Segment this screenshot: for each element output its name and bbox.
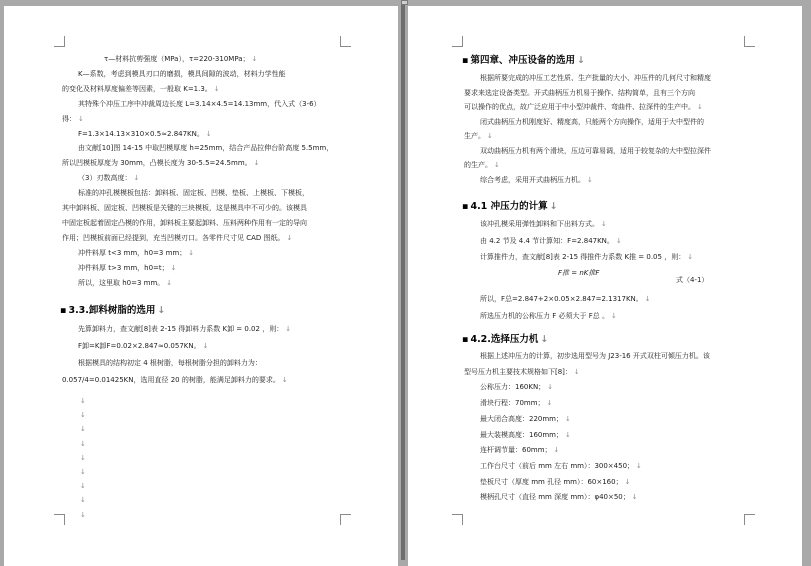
paragraph-mark-icon: ↓ xyxy=(565,430,571,439)
paragraph-line xyxy=(78,99,321,109)
heading-bullet-icon: ▪ xyxy=(462,201,469,212)
paragraph-line xyxy=(480,252,693,262)
page-divider xyxy=(401,0,405,560)
text-run: 0.057/4=0.01425KN，选用直径 20 的树脂，能满足卸料力的要求。 xyxy=(62,376,280,384)
paragraph-line xyxy=(78,341,208,351)
text-run: 中固定板起着固定凸模的作用，卸料板主要起卸料、压料两种作用有一定的导向 xyxy=(62,218,307,227)
paragraph-line xyxy=(78,143,333,153)
paragraph-line xyxy=(480,382,553,392)
paragraph-line xyxy=(480,477,630,487)
paragraph-line xyxy=(480,219,607,229)
text-run: 计算推件力，查文献[8]表 2-15 得推件力系数 K推 = 0.05 ，则： xyxy=(480,253,686,261)
paragraph-line xyxy=(480,414,571,424)
paragraph-mark-icon: ↓ xyxy=(687,253,694,261)
text-run: 根据所要完成的冲压工艺性质、生产批量的大小、冲压件的几何尺寸和精度 xyxy=(480,74,711,82)
text-run: 由 4.2 节及 4.4 节计算知：F=2.847KN。 xyxy=(480,236,614,245)
paragraph-mark-icon: ↓ xyxy=(697,103,703,111)
paragraph-line xyxy=(62,218,307,228)
text-run: 综合考虑，采用开式曲柄压力机。 xyxy=(480,175,585,184)
heading-bullet-icon: ▪ xyxy=(462,55,469,66)
paragraph-line xyxy=(480,398,552,408)
text-run: 根据上述冲压力的计算，初步选用型号为 J23-16 开式双柱可倾压力机。该 xyxy=(480,352,710,360)
crop-mark-bottom-right xyxy=(340,514,351,525)
formula: F推 = nK推F xyxy=(558,269,600,277)
section-heading-3-3 xyxy=(60,302,165,316)
paragraph-line xyxy=(78,248,194,258)
text-run: 连杆调节量：60mm； xyxy=(480,446,552,455)
text-run: τ—材料抗剪强度（MPa），τ=220-310MPa； xyxy=(104,55,250,63)
paragraph-line xyxy=(78,278,172,288)
text-run: 其中卸料板、固定板、凹模板是关键的三块模板，这是模具中不可少的。该模具 xyxy=(62,204,307,212)
paragraph-line xyxy=(78,69,286,79)
paragraph-mark-icon: ↓ xyxy=(549,201,558,212)
text-run: 要求来选定设备类型。开式曲柄压力机易于操作、结构简单，且有三个方向 xyxy=(464,88,695,97)
paragraph-line xyxy=(480,236,622,246)
paragraph-line xyxy=(78,358,262,368)
paragraph-mark-icon: ↓ xyxy=(487,132,493,140)
empty-paragraph-mark: ↓ xyxy=(80,510,86,519)
paragraph-line xyxy=(480,146,711,156)
paragraph-mark-icon: ↓ xyxy=(587,175,593,184)
paragraph-mark-icon: ↓ xyxy=(631,493,638,502)
text-run: 最大装模高度：160mm； xyxy=(480,430,563,439)
text-run: 可以操作的优点，故广泛应用于中小型冲裁件、弯曲件、拉深件的生产中。 xyxy=(464,103,695,111)
text-run: 所以，F总=2.847+2×0.05×2.847=2.1317KN。 xyxy=(480,295,643,303)
paragraph-mark-icon: ↓ xyxy=(636,461,642,470)
crop-mark-bottom-left xyxy=(54,514,65,525)
paragraph-mark-icon: ↓ xyxy=(573,367,580,376)
empty-paragraph-mark: ↓ xyxy=(80,453,86,462)
paragraph-line xyxy=(78,324,291,334)
paragraph-line xyxy=(480,311,617,321)
paragraph-mark-icon: ↓ xyxy=(202,342,209,350)
paragraph-line xyxy=(62,84,220,94)
empty-paragraph-mark: ↓ xyxy=(80,468,86,476)
paragraph-line xyxy=(480,351,710,361)
text-run: 闭式曲柄压力机刚度好、精度高，只能两个方向操作，适用于大中型件的 xyxy=(480,117,704,126)
empty-paragraph-mark: ↓ xyxy=(80,482,86,491)
text-run: K—系数，考虑到模具刃口的磨损，模具间隙的波动，材料力学性能 xyxy=(78,69,286,78)
paragraph-mark-icon: ↓ xyxy=(553,446,560,455)
text-run: 模柄孔尺寸（直径 mm 深度 mm）：φ40×50； xyxy=(480,493,630,502)
text-run: 根据模具的结构初定 4 根树脂，每根树脂分担的卸料力为： xyxy=(78,359,262,367)
paragraph-line xyxy=(464,367,580,377)
paragraph-line xyxy=(480,445,559,455)
paragraph-line xyxy=(480,461,642,471)
paragraph-line xyxy=(78,263,177,273)
splitter-handle[interactable] xyxy=(401,0,408,5)
crop-mark-bottom-right xyxy=(744,514,755,525)
paragraph-mark-icon: ↓ xyxy=(188,248,195,257)
crop-mark-top-left xyxy=(54,36,65,47)
paragraph-mark-icon: ↓ xyxy=(251,55,258,63)
paragraph-line xyxy=(480,73,711,83)
paragraph-mark-icon: ↓ xyxy=(286,233,293,242)
paragraph-line xyxy=(104,54,257,64)
paragraph-mark-icon: ↓ xyxy=(644,295,651,303)
document-page-right xyxy=(408,6,802,566)
paragraph-mark-icon: ↓ xyxy=(576,55,585,66)
text-run: 所选压力机的公称压力 F 必须大于 F总 。 xyxy=(480,311,609,320)
paragraph-line xyxy=(62,233,292,243)
empty-paragraph-mark: ↓ xyxy=(80,411,86,420)
text-run: （3）刃数高度： xyxy=(78,174,132,183)
paragraph-line xyxy=(480,175,593,185)
paragraph-line xyxy=(464,131,493,141)
text-run: F卸=K卸F=0.02×2.847≈0.057KN。 xyxy=(78,342,201,350)
paragraph-mark-icon: ↓ xyxy=(133,174,140,183)
text-run: 的生产。 xyxy=(464,161,492,169)
paragraph-mark-icon: ↓ xyxy=(285,325,292,333)
text-run: 滑块行程：70mm； xyxy=(480,399,545,408)
text-run: 生产。 xyxy=(464,132,485,140)
heading-bullet-icon: ▪ xyxy=(462,334,469,345)
text-run: 型号压力机主要技术规格如下[8]： xyxy=(464,367,572,376)
document-page-left xyxy=(4,6,398,566)
paragraph-mark-icon: ↓ xyxy=(205,129,212,138)
section-heading-text: 4.1 冲压力的计算 xyxy=(470,201,548,212)
empty-paragraph-mark: ↓ xyxy=(80,425,86,434)
text-run: 垫板尺寸（厚度 mm 孔径 mm）：60×160； xyxy=(480,477,623,486)
section-heading-text: 4.2.选择压力机 xyxy=(470,334,539,345)
text-run: 的变化及材料厚度偏差等因素，一般取 K=1.3。 xyxy=(62,84,212,93)
heading-bullet-icon: ▪ xyxy=(60,305,67,316)
paragraph-line xyxy=(480,117,704,127)
paragraph-line xyxy=(480,492,638,502)
chapter-heading xyxy=(462,52,585,66)
empty-paragraph-mark: ↓ xyxy=(80,397,86,405)
paragraph-line xyxy=(464,160,500,170)
text-run: 得： xyxy=(62,114,76,123)
paragraph-line xyxy=(78,129,212,139)
paragraph-mark-icon: ↓ xyxy=(615,236,622,245)
paragraph-line xyxy=(78,188,309,198)
text-run: 其特殊个冲压工序中冲裁周边长度 L=3.14×4.5=14.13mm，代入式（3-6） xyxy=(78,99,321,108)
paragraph-mark-icon: ↓ xyxy=(166,278,173,287)
paragraph-mark-icon: ↓ xyxy=(494,161,500,169)
text-run: 冲件料厚 t<3 mm，h0=3 mm； xyxy=(78,248,187,257)
crop-mark-bottom-left xyxy=(452,514,463,525)
crop-mark-top-left xyxy=(452,36,463,47)
text-run: 作用；凹模板前面已经提到，充当凹模刃口。各零件尺寸见 CAD 图纸。 xyxy=(62,233,285,242)
text-run: 双动曲柄压力机有两个滑块，压边可靠易调，适用于较复杂的大中型拉深件 xyxy=(480,146,711,155)
text-run: 冲件料厚 t>3 mm，h0=t； xyxy=(78,263,169,272)
paragraph-mark-icon: ↓ xyxy=(547,383,554,392)
paragraph-line xyxy=(480,294,651,304)
paragraph-mark-icon: ↓ xyxy=(540,334,549,345)
text-run: 由文献[10]图 14-15 中取凹模厚度 h=25mm，结合产品拉伸台阶高度 5.5mm， xyxy=(78,144,334,153)
paragraph-mark-icon: ↓ xyxy=(601,220,607,228)
paragraph-line xyxy=(62,375,288,385)
paragraph-mark-icon: ↓ xyxy=(170,263,177,272)
text-run: 该冲孔模采用弹性卸料和下出料方式。 xyxy=(480,220,599,228)
crop-mark-top-right xyxy=(744,36,755,47)
section-heading-4-1 xyxy=(462,198,558,212)
empty-paragraph-mark: ↓ xyxy=(80,439,86,448)
paragraph-line xyxy=(62,158,260,168)
paragraph-mark-icon: ↓ xyxy=(78,114,84,123)
paragraph-mark-icon: ↓ xyxy=(253,159,260,168)
text-run: 工作台尺寸（前后 mm 左右 mm）：300×450； xyxy=(480,461,635,470)
paragraph-line xyxy=(464,88,695,98)
paragraph-mark-icon: ↓ xyxy=(610,311,617,320)
paragraph-line xyxy=(62,114,84,124)
text-run: 所以凹模板厚度为 30mm，凸模长度为 30-5.5=24.5mm。 xyxy=(62,159,252,168)
section-heading-text: 3.3.卸料树脂的选用 xyxy=(68,305,156,316)
paragraph-line xyxy=(480,430,571,440)
chapter-heading-text: 第四章、冲压设备的选用 xyxy=(470,55,575,66)
paragraph-mark-icon: ↓ xyxy=(157,305,166,316)
paragraph-mark-icon: ↓ xyxy=(565,414,571,423)
formula-number: 式（4-1） xyxy=(676,276,709,284)
section-heading-4-2 xyxy=(462,331,548,345)
text-run: 公称压力：160KN； xyxy=(480,383,546,392)
paragraph-line xyxy=(464,102,703,112)
crop-mark-top-right xyxy=(340,36,351,47)
paragraph-line xyxy=(62,203,307,213)
paragraph-mark-icon: ↓ xyxy=(281,376,288,384)
text-run: F=1.3×14.13×310×0.5≈2.847KN。 xyxy=(78,129,204,138)
paragraph-line xyxy=(78,173,139,183)
paragraph-mark-icon: ↓ xyxy=(624,477,631,486)
paragraph-mark-icon: ↓ xyxy=(213,84,220,93)
text-run: 先算卸料力，查文献[8]表 2-15 得卸料力系数 K卸 = 0.02 ，则： xyxy=(78,325,284,333)
paragraph-mark-icon: ↓ xyxy=(546,399,553,408)
text-run: 标准的冲孔模模板包括：卸料板、固定板、凹模、垫板、上模板、下模板， xyxy=(78,189,309,198)
text-run: 所以，这里取 h0=3 mm。 xyxy=(78,278,165,287)
empty-paragraph-mark: ↓ xyxy=(80,496,86,505)
text-run: 最大闭合高度：220mm； xyxy=(480,414,563,423)
